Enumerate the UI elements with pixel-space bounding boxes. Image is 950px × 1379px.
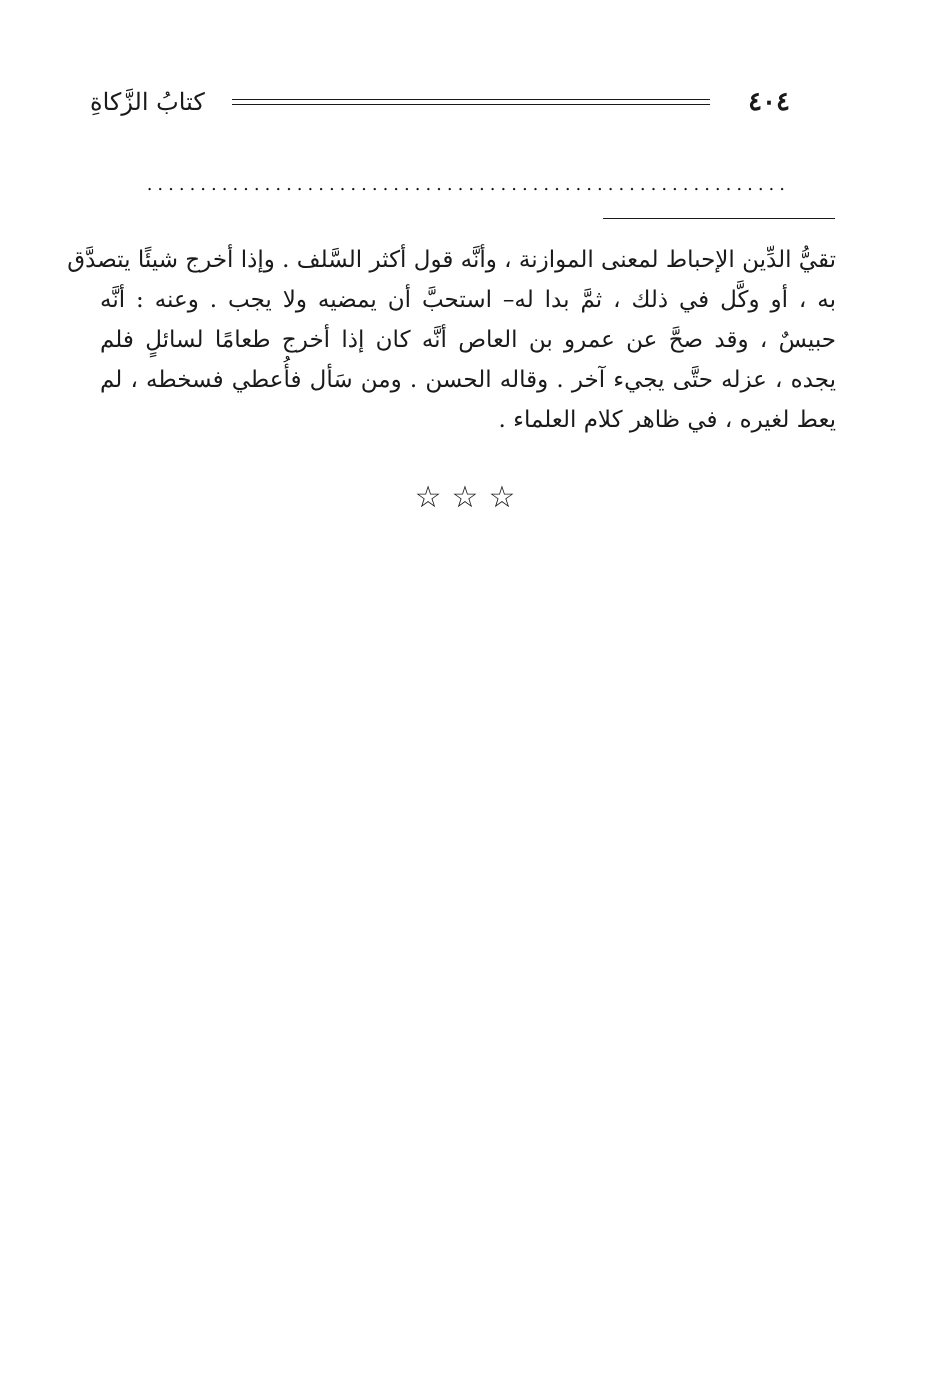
- ellipsis-line: ............................................................: [146, 174, 790, 195]
- footnote-text: [67, 240, 836, 440]
- section-end-stars: ☆☆☆: [414, 480, 526, 515]
- footnote-line: حبيسٌ ، وقد صحَّ عن عمرو بن العاص أنَّه كان إذا أخرج طعامًا لسائلٍ فلم: [100, 327, 836, 353]
- running-title: كتابُ الزَّكاةِ: [90, 88, 205, 116]
- header-double-rule: [232, 99, 710, 105]
- page-number: ٤٠٤: [748, 87, 790, 117]
- footnote-line: تقيُّ الدِّين الإحباط لمعنى الموازنة ، وأنَّه قول أكثر السَّلف . وإذا أخرج شيئًا يتصدَّق: [67, 247, 836, 273]
- footnote-line: يجده ، عزله حتَّى يجيء آخر . وقاله الحسن . ومن سَأل فأُعطي فسخطه ، لم: [100, 367, 836, 393]
- running-header: [90, 82, 790, 122]
- footnote-line: به ، أو وكَّل في ذلك ، ثمَّ بدا له– استحبَّ أن يمضيه ولا يجب . وعنه : أنَّه: [100, 287, 836, 313]
- footnote-separator: [603, 218, 835, 219]
- footnote-line: يعط لغيره ، في ظاهر كلام العلماء .: [498, 407, 836, 433]
